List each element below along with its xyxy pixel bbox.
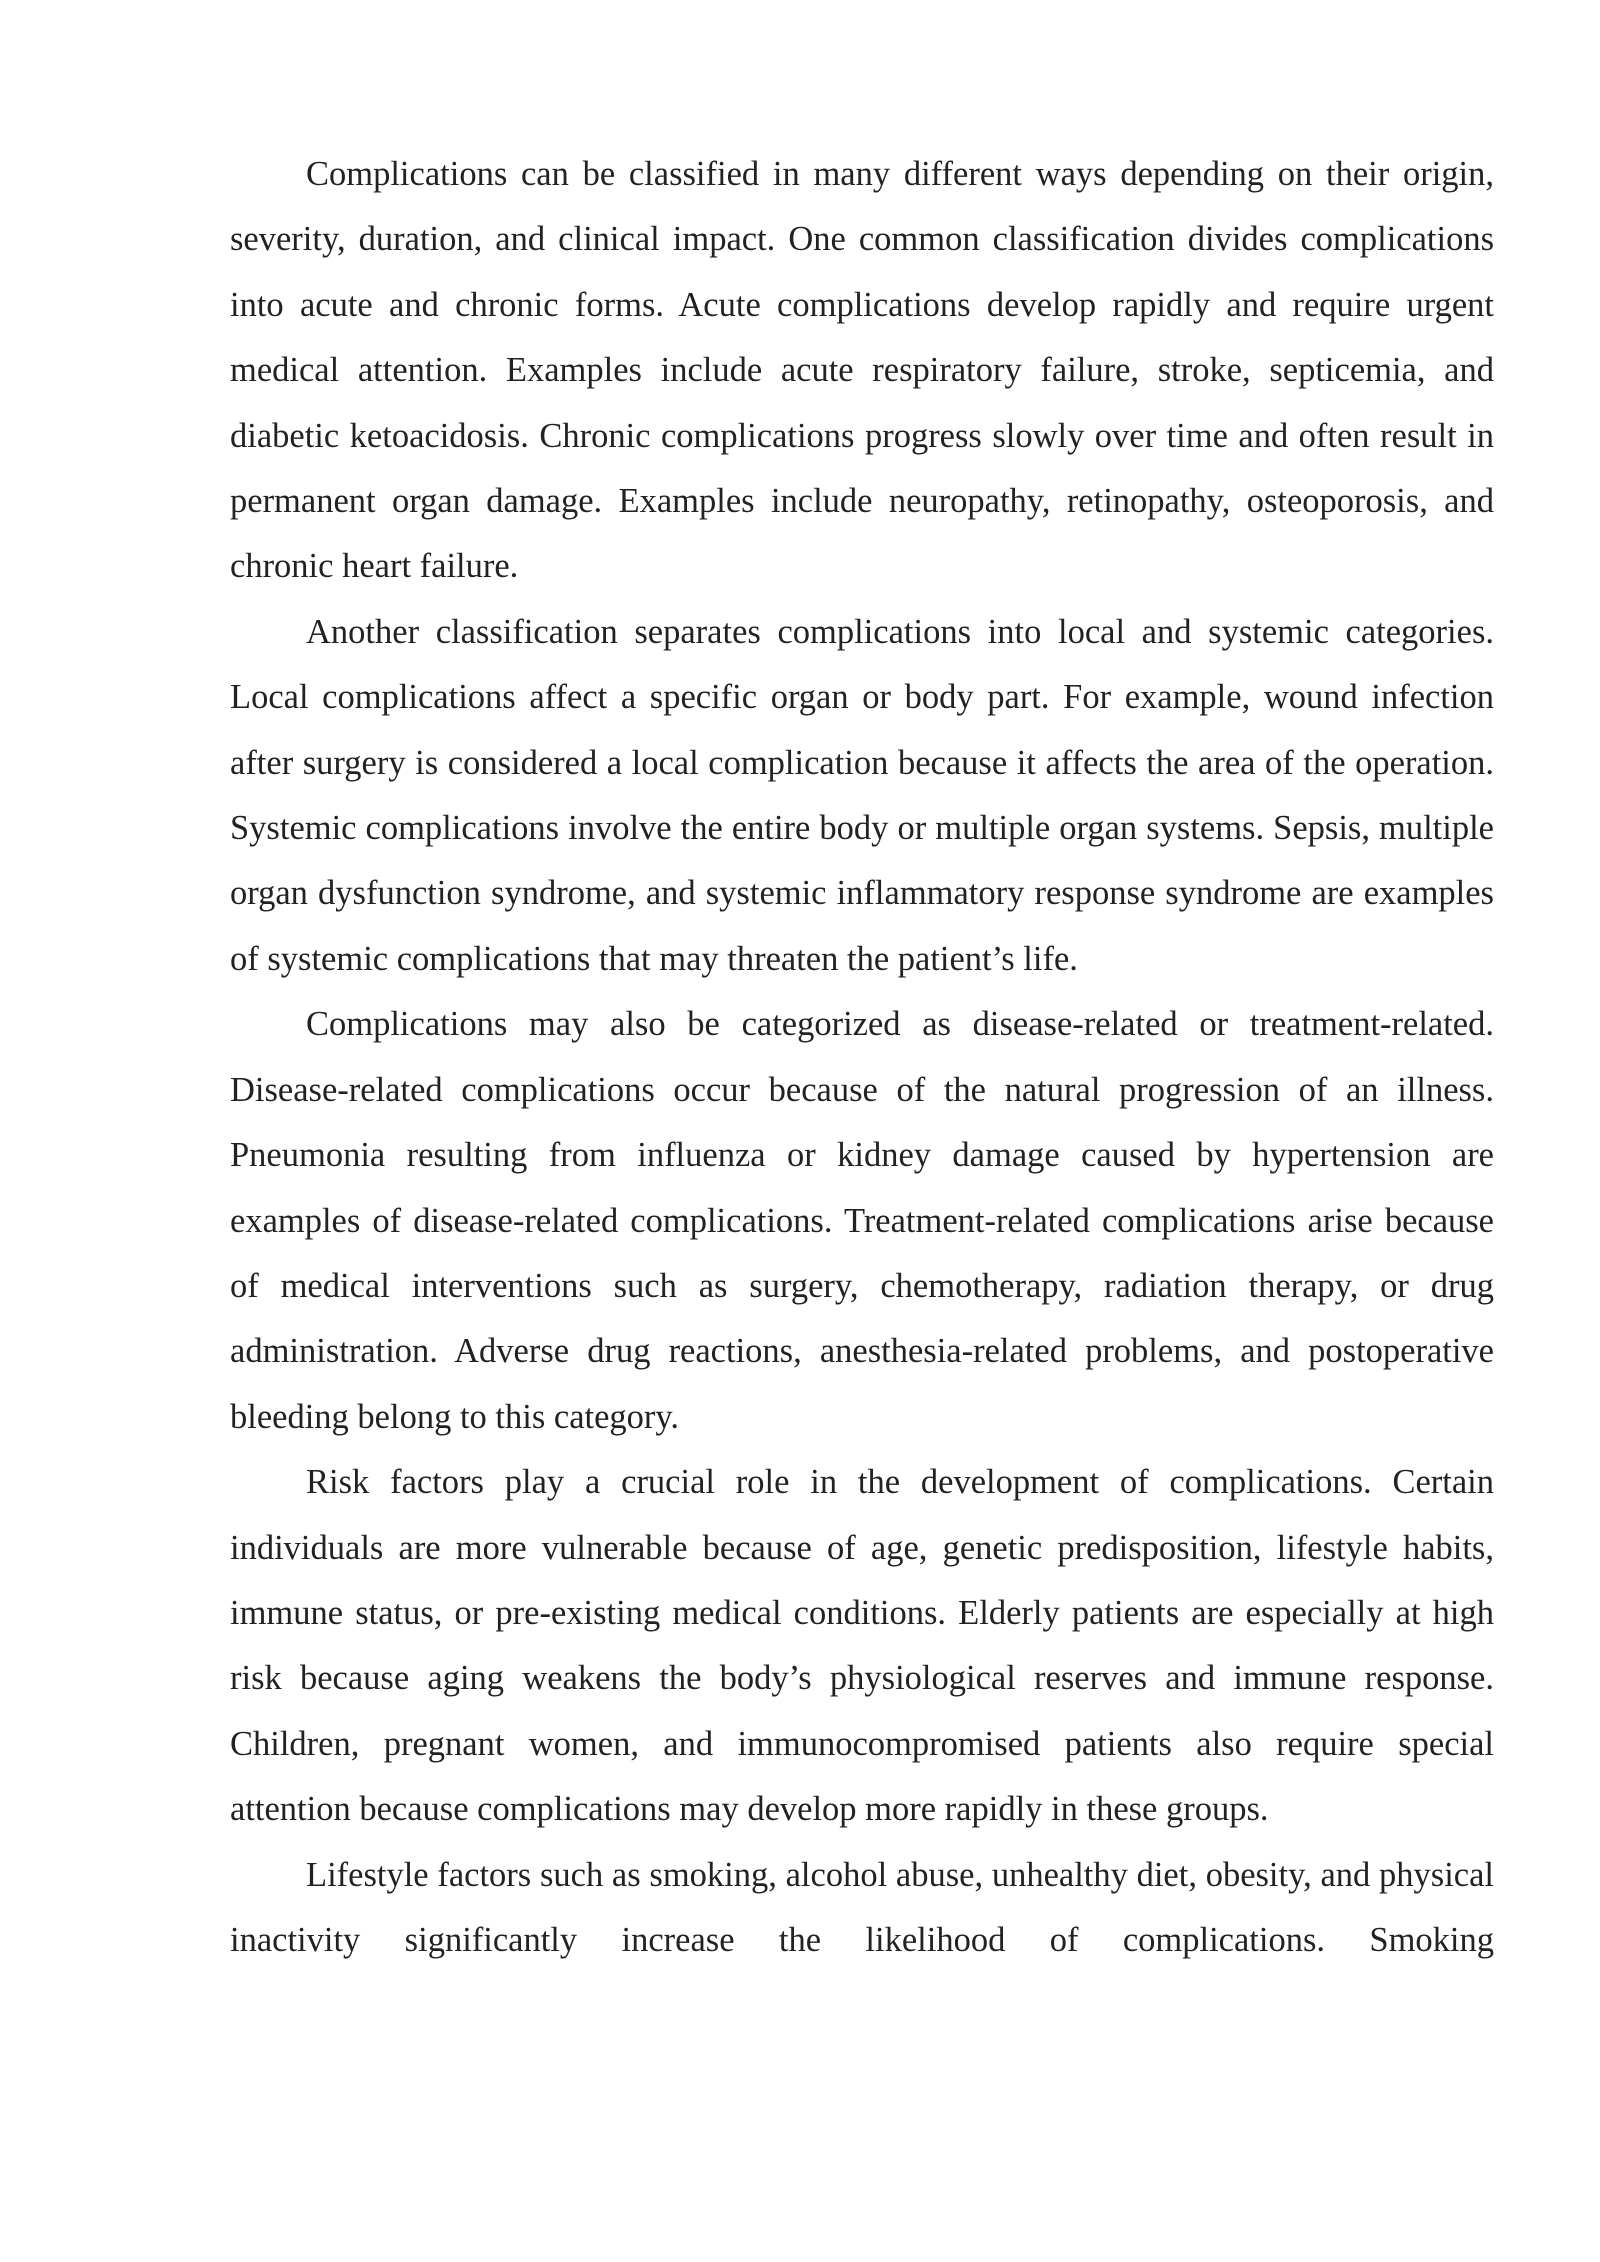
paragraph-disease-treatment-related: Complications may also be categorized as disease-related or treatment-related. Disease-related complications occur because of the natural progression of an illness. Pneumonia resulting from influenza or kidney damage caused by hypertension are examples of disease-related complications. Treatment-related complications arise because of medical interventions such as surgery, chemotherapy, radiation therapy, or drug administration. Adverse drug reactions, anesthesia-related problems, and postoperative bleeding belong to this category. [230, 1005, 1494, 1436]
paragraph-local-systemic: Another classification separates complications into local and systemic categories. Local complications affect a specific organ or body part. For example, wound infection after surgery is considered a local complication because it affects the area of the operation. Systemic complications involve the entire body or multiple organ systems. Sepsis, multiple organ dysfunction syndrome, and systemic inflammatory response syndrome are examples of systemic complications that may threaten the patient’s life. [230, 612, 1494, 978]
paragraph-lifestyle-factors: Lifestyle factors such as smoking, alcohol abuse, unhealthy diet, obesity, and physical inactivity significantly increase the likelihood of complications. Smoking [230, 1855, 1494, 1959]
paragraph-complication-classification: Complications can be classified in many different ways depending on their origin, severity, duration, and clinical impact. One common classification divides complications into acute and chronic forms. Acute complications develop rapidly and require urgent medical attention. Examples include acute respiratory failure, stroke, septicemia, and diabetic ketoacidosis. Chronic complications progress slowly over time and often result in permanent organ damage. Examples include neuropathy, retinopathy, osteoporosis, and chronic heart failure. [230, 155, 1494, 586]
document-body [230, 142, 1494, 1973]
paragraph-risk-factors: Risk factors play a crucial role in the development of complications. Certain individuals are more vulnerable because of age, genetic predisposition, lifestyle habits, immune status, or pre-existing medical conditions. Elderly patients are especially at high risk because aging weakens the body’s physiological reserves and immune response. Children, pregnant women, and immunocompromised patients also require special attention because complications may develop more rapidly in these groups. [230, 1463, 1494, 1829]
